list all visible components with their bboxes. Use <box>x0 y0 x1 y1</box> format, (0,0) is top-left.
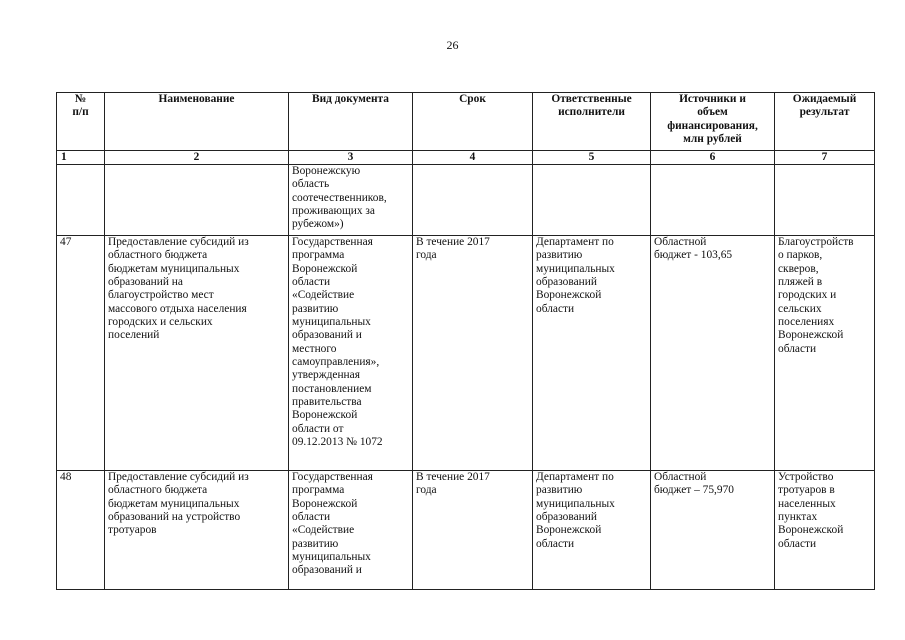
header-name: Наименование <box>105 93 289 151</box>
cell-number: 47 <box>57 236 105 471</box>
cell-number: 48 <box>57 471 105 590</box>
column-number: 7 <box>775 151 875 165</box>
header-term: Срок <box>413 93 533 151</box>
header-responsible: Ответственные исполнители <box>533 93 651 151</box>
cell-responsible <box>533 165 651 236</box>
column-number: 4 <box>413 151 533 165</box>
cell-result <box>775 165 875 236</box>
cell-funding: Областной бюджет – 75,970 <box>651 471 775 590</box>
cell-name <box>105 165 289 236</box>
column-number-row <box>57 151 875 165</box>
page-number: 26 <box>446 38 459 52</box>
cell-number <box>57 165 105 236</box>
header-result: Ожидаемый результат <box>775 93 875 151</box>
cell-term <box>413 165 533 236</box>
column-number: 6 <box>651 151 775 165</box>
header-number: № п/п <box>57 93 105 151</box>
cell-funding <box>651 165 775 236</box>
cell-doc-type: Воронежскую область соотечественников, проживающих за рубежом») <box>289 165 413 236</box>
column-number: 2 <box>105 151 289 165</box>
cell-name: Предоставление субсидий из областного бюджета бюджетам муниципальных образований на устройство тротуаров <box>105 471 289 590</box>
cell-result: Устройство тротуаров в населенных пунктах Воронежской области <box>775 471 875 590</box>
cell-funding: Областной бюджет - 103,65 <box>651 236 775 471</box>
cell-name: Предоставление субсидий из областного бюджета бюджетам муниципальных образований на благоустройство мест массового отдыха населения городских и сельских поселений <box>105 236 289 471</box>
plan-table <box>56 92 875 590</box>
header-funding: Источники и объем финансирования, млн рублей <box>651 93 775 151</box>
column-number: 1 <box>57 151 105 165</box>
header-doc-type: Вид документа <box>289 93 413 151</box>
column-number: 3 <box>289 151 413 165</box>
column-number: 5 <box>533 151 651 165</box>
cell-term: В течение 2017 года <box>413 471 533 590</box>
cell-doc-type: Государственная программа Воронежской области «Содействие развитию муниципальных образований и <box>289 471 413 590</box>
table-row-continuation <box>57 165 875 236</box>
cell-responsible: Департамент по развитию муниципальных образований Воронежской области <box>533 471 651 590</box>
table-row <box>57 236 875 471</box>
header-row <box>57 93 875 151</box>
table-row <box>57 471 875 590</box>
cell-responsible: Департамент по развитию муниципальных образований Воронежской области <box>533 236 651 471</box>
cell-term: В течение 2017 года <box>413 236 533 471</box>
cell-doc-type: Государственная программа Воронежской области «Содействие развитию муниципальных образований и местного самоуправления», утвержденная постановлением правительства Воронежской области от 09.12.2013 № 1072 <box>289 236 413 471</box>
cell-result: Благоустройств о парков, скверов, пляжей в городских и сельских поселениях Воронежской области <box>775 236 875 471</box>
